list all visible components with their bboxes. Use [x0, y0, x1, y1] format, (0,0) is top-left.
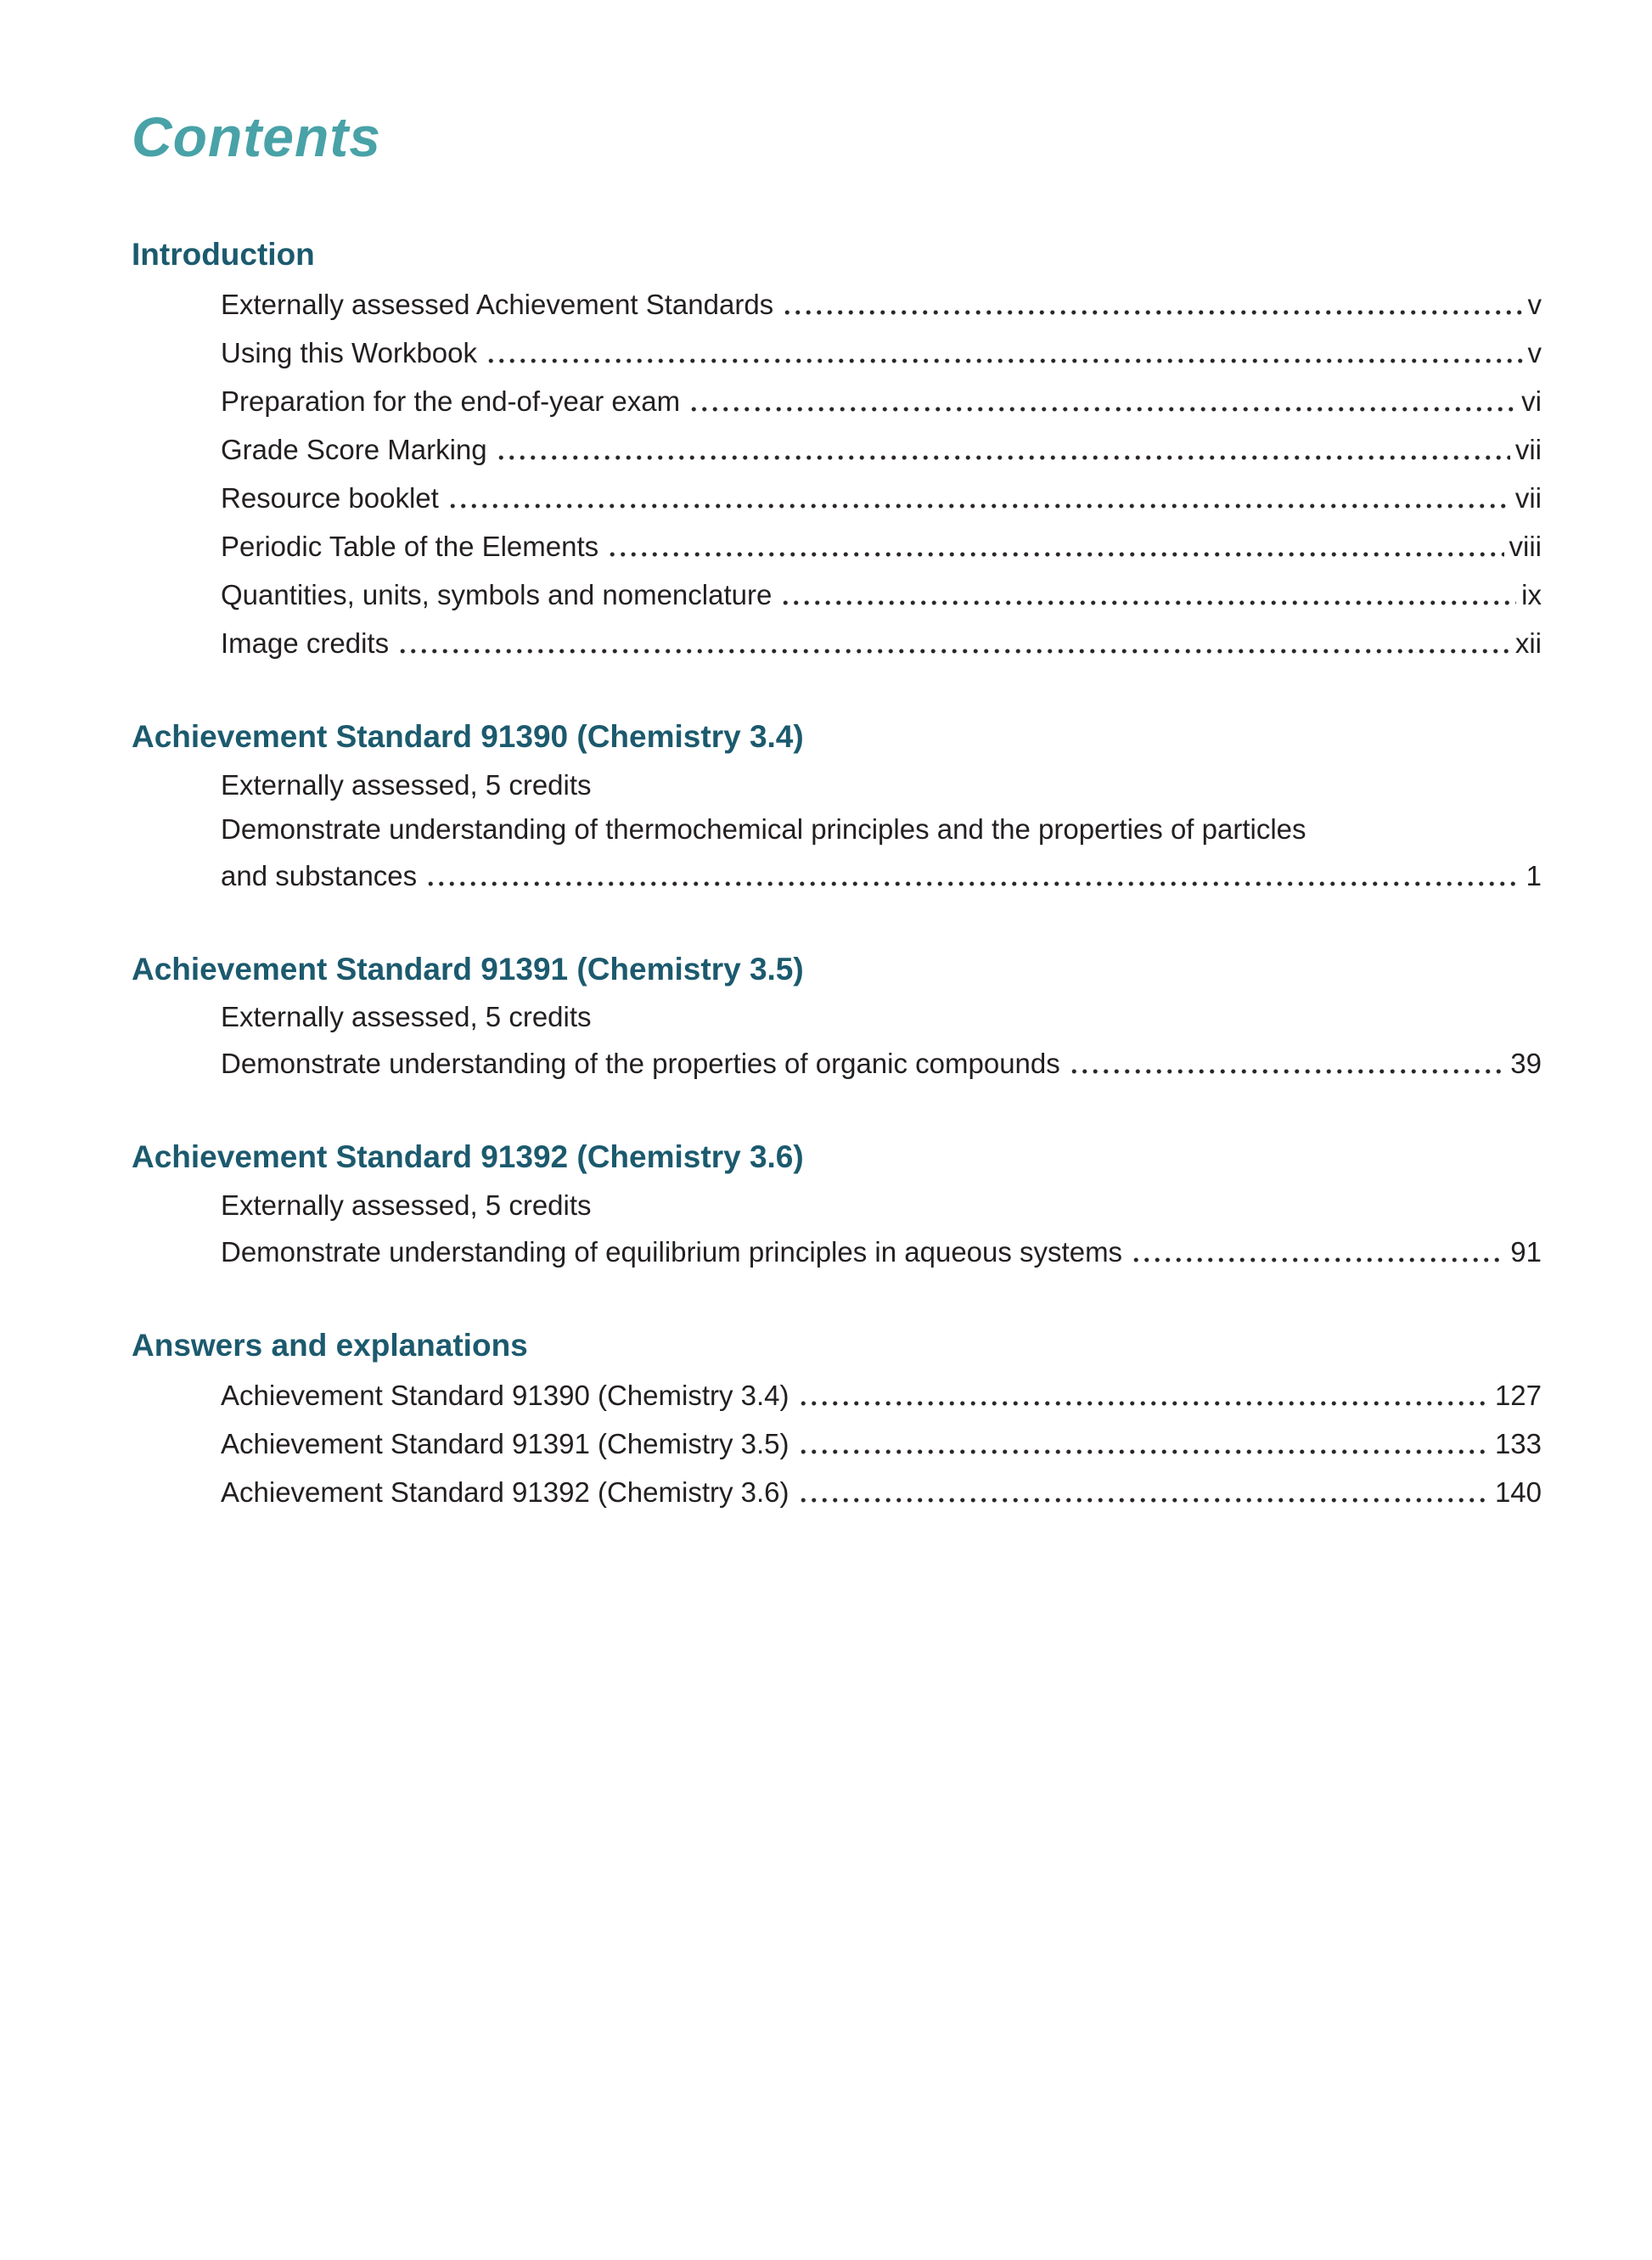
dotted-leader: [496, 455, 1510, 460]
dotted-leader: [397, 649, 1510, 654]
section-heading: Achievement Standard 91391 (Chemistry 3.5): [132, 951, 804, 987]
toc-section: [132, 1327, 1542, 1516]
page-title: Contents: [132, 105, 381, 168]
toc-entry-page: 127: [1494, 1379, 1542, 1411]
toc-entry-label: Resource booklet: [221, 482, 439, 514]
toc-entry-page: vii: [1514, 434, 1542, 466]
dotted-leader: [798, 1401, 1490, 1406]
toc-entry-label: Quantities, units, symbols and nomenclature: [221, 579, 773, 611]
toc-entry-page: xii: [1514, 627, 1542, 660]
toc-entry-label: Achievement Standard 91392 (Chemistry 3.6): [221, 1476, 789, 1508]
toc-section: [132, 236, 1542, 667]
toc-entry: [221, 280, 1542, 329]
toc-entry: [221, 1039, 1542, 1088]
section-body: [132, 995, 1542, 1088]
toc-entry-page: vi: [1521, 385, 1542, 418]
dotted-leader: [486, 358, 1522, 363]
toc-entry-label: Using this Workbook: [221, 337, 478, 369]
dotted-leader: [425, 881, 1520, 886]
toc-entry: [221, 425, 1542, 474]
toc-entry-label: Preparation for the end-of-year exam: [221, 385, 681, 418]
toc-section: [132, 718, 1542, 899]
toc-entry: [221, 571, 1542, 619]
toc-entry-label: and substances: [221, 859, 418, 891]
toc-entry-label: Demonstrate understanding of the properties of organic compounds: [221, 1048, 1060, 1080]
section-body: [132, 1371, 1542, 1516]
toc-entry-page: ix: [1521, 579, 1542, 611]
dotted-leader: [798, 1498, 1490, 1503]
toc-entry-label: Achievement Standard 91391 (Chemistry 3.5): [221, 1427, 789, 1459]
toc-entry: [221, 1228, 1542, 1276]
dotted-leader: [798, 1449, 1490, 1454]
dotted-leader: [1069, 1069, 1506, 1074]
toc-entry: [221, 619, 1542, 667]
toc-entry-page: 39: [1510, 1048, 1542, 1080]
dotted-leader: [607, 552, 1503, 557]
toc-entry-page: 140: [1494, 1476, 1542, 1508]
toc-sections: [132, 236, 1542, 1516]
toc-section: [132, 951, 1542, 1088]
toc-entry-page: v: [1527, 289, 1542, 321]
toc-plain-line: Externally assessed, 5 credits: [221, 1001, 592, 1033]
toc-entry: [221, 474, 1542, 522]
section-body: [132, 280, 1542, 667]
toc-entry: [221, 329, 1542, 377]
dotted-leader: [447, 503, 1510, 509]
dotted-leader: [780, 600, 1516, 605]
toc-entry-label: Periodic Table of the Elements: [221, 531, 599, 563]
toc-entry-page: 133: [1494, 1427, 1542, 1459]
section-heading: Achievement Standard 91390 (Chemistry 3.4): [132, 719, 804, 755]
toc-plain-line: Demonstrate understanding of thermochemical principles and the properties of particles: [221, 812, 1306, 845]
section-heading: Introduction: [132, 237, 315, 272]
toc-entry: [221, 852, 1542, 900]
toc-entry: [221, 377, 1542, 425]
toc-entry: [221, 1468, 1542, 1516]
toc-plain-line: Externally assessed, 5 credits: [221, 1189, 592, 1221]
dotted-leader: [688, 407, 1516, 412]
section-body: [132, 1183, 1542, 1276]
toc-entry-page: v: [1527, 337, 1542, 369]
toc-entry-page: 1: [1526, 859, 1542, 891]
toc-entry-label: Externally assessed Achievement Standards: [221, 289, 774, 321]
toc-entry: [221, 1420, 1542, 1468]
toc-entry-label: Grade Score Marking: [221, 434, 487, 466]
toc-entry-label: Demonstrate understanding of equilibrium principles in aqueous systems: [221, 1235, 1123, 1268]
toc-entry-page: viii: [1509, 531, 1542, 563]
toc-entry: [221, 522, 1542, 571]
toc-entry: [221, 1371, 1542, 1420]
section-heading: Answers and explanations: [132, 1327, 528, 1363]
toc-section: [132, 1138, 1542, 1275]
dotted-leader: [1131, 1257, 1505, 1262]
section-heading: Achievement Standard 91392 (Chemistry 3.6): [132, 1139, 804, 1175]
section-body: [132, 763, 1542, 900]
toc-entry-label: Achievement Standard 91390 (Chemistry 3.4): [221, 1379, 789, 1411]
toc-entry-label: Image credits: [221, 627, 390, 660]
toc-entry-page: 91: [1510, 1235, 1542, 1268]
toc-entry-page: vii: [1514, 482, 1542, 514]
dotted-leader: [782, 310, 1522, 315]
toc-plain-line: Externally assessed, 5 credits: [221, 768, 592, 801]
